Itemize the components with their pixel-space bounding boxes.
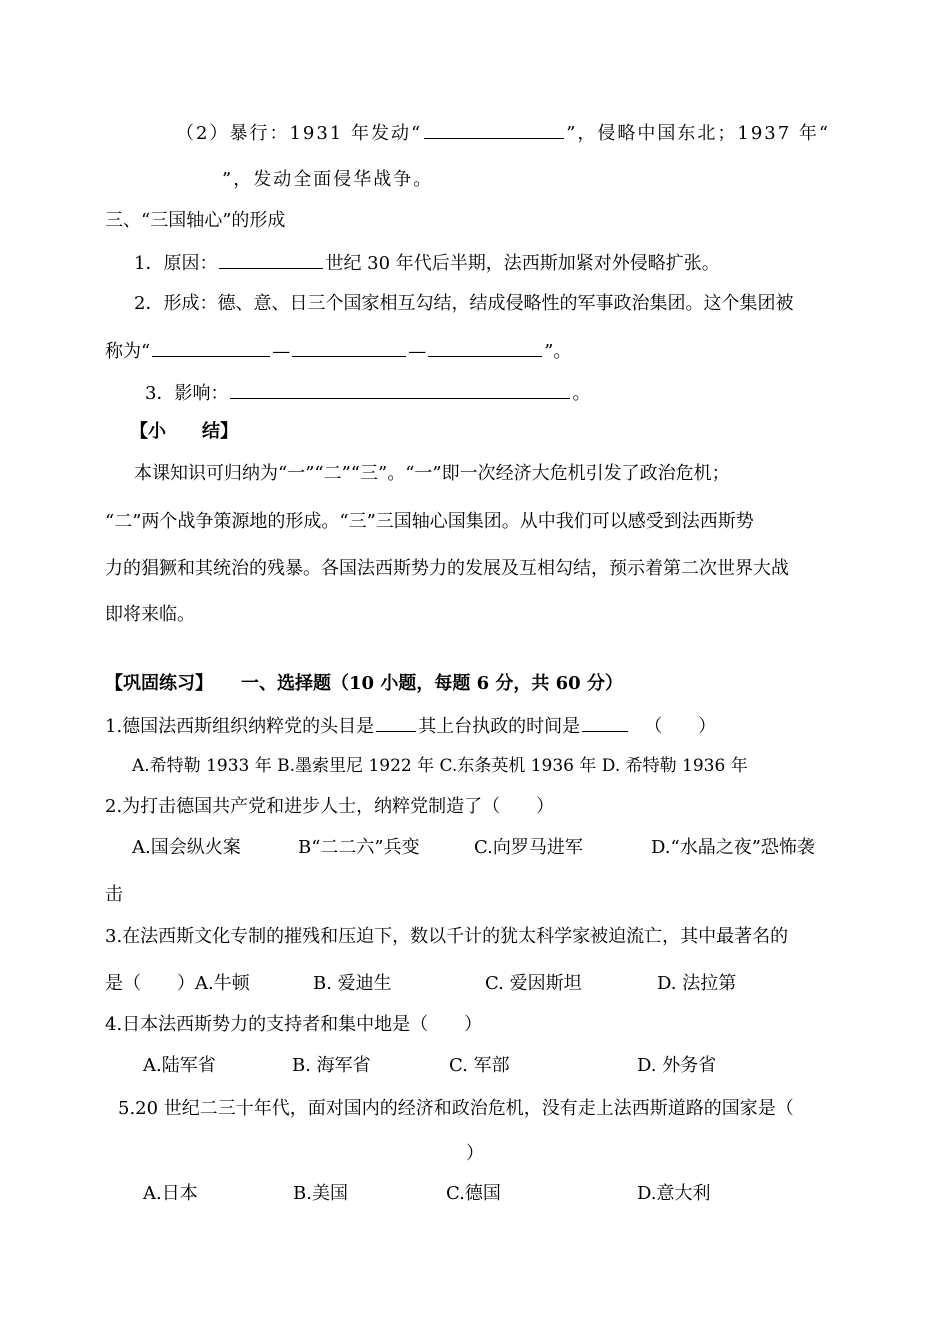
q3-option-b[interactable]: B. 爱迪生 xyxy=(313,973,392,994)
impact-end: 。 xyxy=(572,383,591,404)
impact-line xyxy=(145,380,590,406)
reason-text: 世纪 30 年代后半期，法西斯加紧对外侵略扩张。 xyxy=(325,253,720,274)
question-1-text: 1.德国法西斯组织纳粹党的头目是 xyxy=(105,716,375,737)
exercises-heading-bracket: 【巩固练习】 xyxy=(105,673,213,694)
q5-option-b[interactable]: B.美国 xyxy=(293,1183,348,1204)
summary-line: “二”两个战争策源地的形成。“三”三国轴心国集团。从中我们可以感受到法西斯势 xyxy=(105,511,754,532)
q5-option-a[interactable]: A.日本 xyxy=(143,1183,198,1204)
formation-label: 称为“ xyxy=(105,341,151,362)
item-2-text: （2）暴行：1931 年发动“ xyxy=(176,123,423,144)
answer-blank[interactable] xyxy=(424,120,564,139)
answer-blank[interactable] xyxy=(230,380,570,399)
q2-option-c[interactable]: C.向罗马进军 xyxy=(474,837,583,858)
question-2: 2.为打击德国共产党和进步人士，纳粹党制造了（ ） xyxy=(105,796,555,817)
answer-blank[interactable] xyxy=(292,338,406,357)
q2-option-b[interactable]: B“二二六”兵变 xyxy=(298,837,420,858)
dash: — xyxy=(408,341,427,362)
formation-line-2 xyxy=(105,338,571,364)
summary-heading: 【小 结】 xyxy=(130,421,238,442)
q2-option-a[interactable]: A.国会纵火案 xyxy=(132,837,241,858)
q4-option-d[interactable]: D. 外务省 xyxy=(637,1055,717,1076)
exercises-heading-part: 一、选择题（10 小题，每题 6 分，共 60 分） xyxy=(241,673,623,694)
formation-line-1: 2．形成：德、意、日三个国家相互勾结，结成侵略性的军事政治集团。这个集团被 xyxy=(134,293,794,314)
answer-blank[interactable] xyxy=(582,713,628,732)
question-3: 3.在法西斯文化专制的摧残和压迫下，数以千计的犹太科学家被迫流亡，其中最著名的 xyxy=(105,926,789,947)
question-4: 4.日本法西斯势力的支持者和集中地是（ ） xyxy=(105,1014,483,1035)
question-5: 5.20 世纪二三十年代，面对国内的经济和政治危机，没有走上法西斯道路的国家是（ xyxy=(118,1098,794,1119)
q3-option-a[interactable]: 是（ ）A.牛顿 xyxy=(105,973,250,994)
item-2-text-cont: ”，侵略中国东北；1937 年“ xyxy=(566,123,831,144)
reason-label: 1．原因： xyxy=(134,253,218,274)
dash: — xyxy=(272,341,291,362)
summary-line: 即将来临。 xyxy=(105,604,195,625)
item-2-text-end: ”，发动全面侵华战争。 xyxy=(222,169,434,190)
q2-option-d[interactable]: D.“水晶之夜”恐怖袭 xyxy=(651,837,815,858)
reason-line xyxy=(134,250,720,276)
q5-option-d[interactable]: D.意大利 xyxy=(637,1183,711,1204)
answer-blank[interactable] xyxy=(428,338,542,357)
answer-paren: （ ） xyxy=(644,716,717,737)
q3-option-d[interactable]: D. 法拉第 xyxy=(657,973,737,994)
q5-option-c[interactable]: C.德国 xyxy=(446,1183,501,1204)
question-1 xyxy=(105,713,716,739)
question-1-text-cont: 其上台执政的时间是 xyxy=(418,716,581,737)
answer-paren: ） xyxy=(466,1143,484,1164)
summary-line: 力的猖獗和其统治的残暴。各国法西斯势力的发展及互相勾结，预示着第二次世界大战 xyxy=(105,558,789,579)
q3-option-c[interactable]: C. 爱因斯坦 xyxy=(485,973,582,994)
q2-option-d-cont: 击 xyxy=(105,884,123,905)
q4-option-c[interactable]: C. 军部 xyxy=(449,1055,510,1076)
answer-blank[interactable] xyxy=(219,250,323,269)
item-2-line xyxy=(176,120,830,146)
q4-option-b[interactable]: B. 海军省 xyxy=(292,1055,371,1076)
exercises-heading xyxy=(105,672,623,696)
section-3-heading: 三、“三国轴心”的形成 xyxy=(105,210,286,231)
formation-end: ”。 xyxy=(544,341,572,362)
item-2-line-2 xyxy=(222,168,433,192)
answer-blank[interactable] xyxy=(376,713,416,732)
summary-line: 本课知识可归纳为“一”“二”“三”。“一”即一次经济大危机引发了政治危机； xyxy=(134,463,730,484)
question-1-options: A.希特勒 1933 年 B.墨索里尼 1922 年 C.东条英机 1936 年 D. 希特勒 1936 年 xyxy=(132,756,748,776)
answer-blank[interactable] xyxy=(152,338,270,357)
impact-label: 3．影响： xyxy=(145,383,229,404)
q4-option-a[interactable]: A.陆军省 xyxy=(143,1055,216,1076)
